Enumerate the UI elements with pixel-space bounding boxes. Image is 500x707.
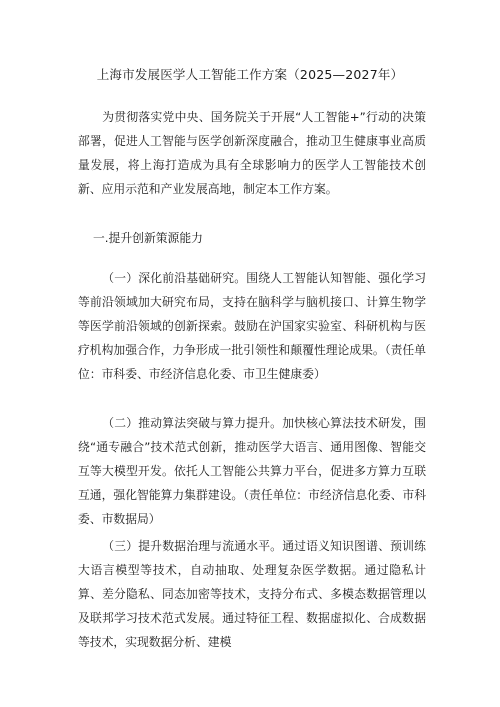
item-lead: （三）提升数据治理与流通水平。 bbox=[102, 539, 283, 553]
item-body: 加快核心算法技术研发，围绕“通专融合”技术范式创新，推动医学大语言、通用图像、智能交互等大模型开发。依托人工智能公共算力平台，促进多方算力互联互通，强化智能算力集群建设。（责任单位：市经济信息化委、市科委、市数据局） bbox=[78, 416, 427, 526]
item-body: 通过语义知识图谱、预训练大语言模型等技术，自动抽取、处理复杂医学数据。通过隐私计算、差分隐私、同态加密等技术，支持分布式、多模态数据管理以及联邦学习技术范式发展。通过特征工程、数据虚拟化、合成数据等技术，实现数据分析、建模 bbox=[78, 539, 426, 649]
item-lead: （二）推动算法突破与算力提升。 bbox=[102, 416, 283, 430]
document-title: 上海市发展医学人工智能工作方案（2025—2027年） bbox=[96, 67, 404, 82]
item-lead: （一）深化前沿基础研究。 bbox=[102, 271, 247, 285]
section-item-3 bbox=[78, 534, 426, 654]
item-body: 围绕人工智能认知智能、强化学习等前沿领域加大研究布局，支持在脑科学与脑机接口、计算生物学等医学前沿领域的创新探索。鼓励在沪国家实验室、科研机构与医疗机构加强合作，力争形成一批引领性和颠覆性理论成果。（责任单位：市科委、市经济信息化委、市卫生健康委） bbox=[78, 271, 427, 381]
section-item-1 bbox=[78, 266, 426, 386]
section-heading: 一.提升创新策源能力 bbox=[93, 231, 203, 245]
intro-text: 为贯彻落实党中央、国务院关于开展“人工智能+”行动的决策部署，促进人工智能与医学创新深度融合，推动卫生健康事业高质量发展，将上海打造成为具有全球影响力的医学人工智能技术创新、应用示范和产业发展高地，制定本工作方案。 bbox=[78, 110, 426, 196]
intro-paragraph bbox=[78, 105, 426, 201]
section-item-2 bbox=[78, 411, 426, 531]
